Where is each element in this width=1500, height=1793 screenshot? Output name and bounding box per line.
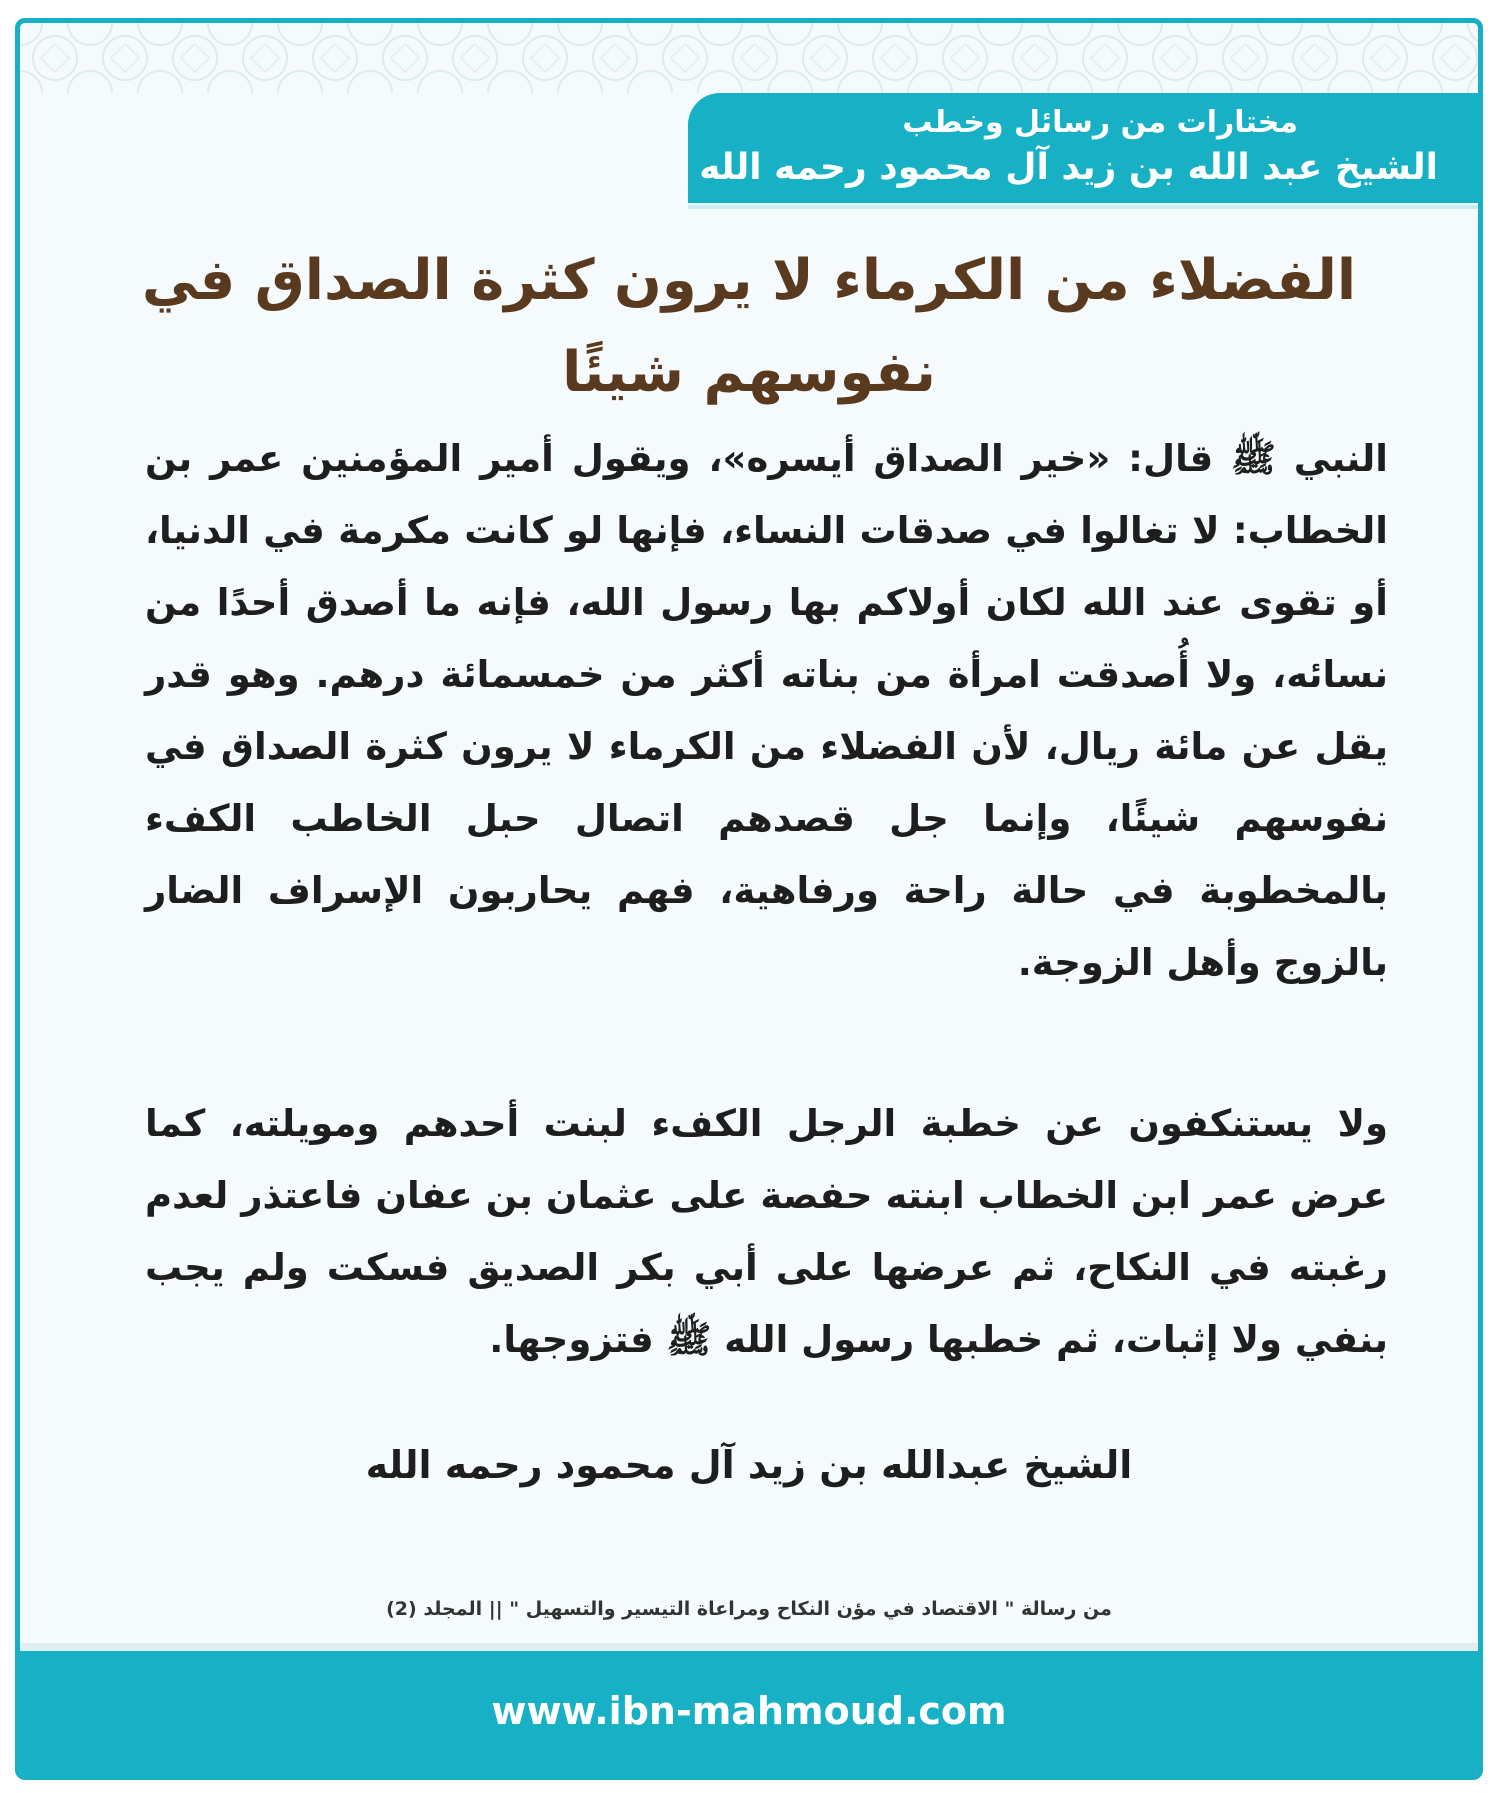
header-band xyxy=(688,93,1478,203)
header-subtitle: مختارات من رسائل وخطب xyxy=(902,105,1298,140)
source-citation: من رسالة " الاقتصاد في مؤن النكاح ومراعاة التيسير والتسهيل " || المجلد (2) xyxy=(386,1598,1112,1620)
decorative-pattern xyxy=(20,23,1478,93)
website-link[interactable]: www.ibn-mahmoud.com xyxy=(491,1689,1007,1733)
paragraph-1: النبي ﷺ قال: «خير الصداق أيسره»، ويقول أمير المؤمنين عمر بن الخطاب: لا تغالوا في صدقات النساء، فإنها لو كانت مكرمة في الدنيا، أو تقوى عند الله لكان أولاكم بها رسول الله، فإنه ما أصدق أحدًا من نسائه، ولا أُصدقت امرأة من بناته أكثر من خمسمائة درهم. وهو قدر يقل عن مائة ريال، لأن الفضلاء من الكرماء لا يرون كثرة الصداق في نفوسهم شيئًا، وإنما جل قصدهم اتصال حبل الخاطب الكفء بالمخطوبة في حالة راحة ورفاهية، فهم يحاربون الإسراف الضار بالزوج وأهل الزوجة. xyxy=(145,437,1388,984)
footer-divider xyxy=(20,1643,1478,1651)
paragraph-2: ولا يستنكفون عن خطبة الرجل الكفء لبنت أحدهم ومويلته، كما عرض عمر ابن الخطاب ابنته حفصة على عثمان بن عفان فاعتذر لعدم رغبته في النكاح، ثم عرضها على أبي بكر الصديق فسكت ولم يجب بنفي ولا إثبات، ثم خطبها رسول الله ﷺ فتزوجها. xyxy=(145,1102,1388,1361)
page-frame xyxy=(15,18,1483,1780)
header-author: الشيخ عبد الله بن زيد آل محمود رحمه الله xyxy=(699,147,1438,188)
header-underline xyxy=(688,205,1478,209)
signature: الشيخ عبدالله بن زيد آل محمود رحمه الله xyxy=(365,1443,1133,1487)
page-title: الفضلاء من الكرماء لا يرون كثرة الصداق في نفوسهم شيئًا xyxy=(141,248,1357,405)
footer-bar xyxy=(20,1651,1478,1775)
